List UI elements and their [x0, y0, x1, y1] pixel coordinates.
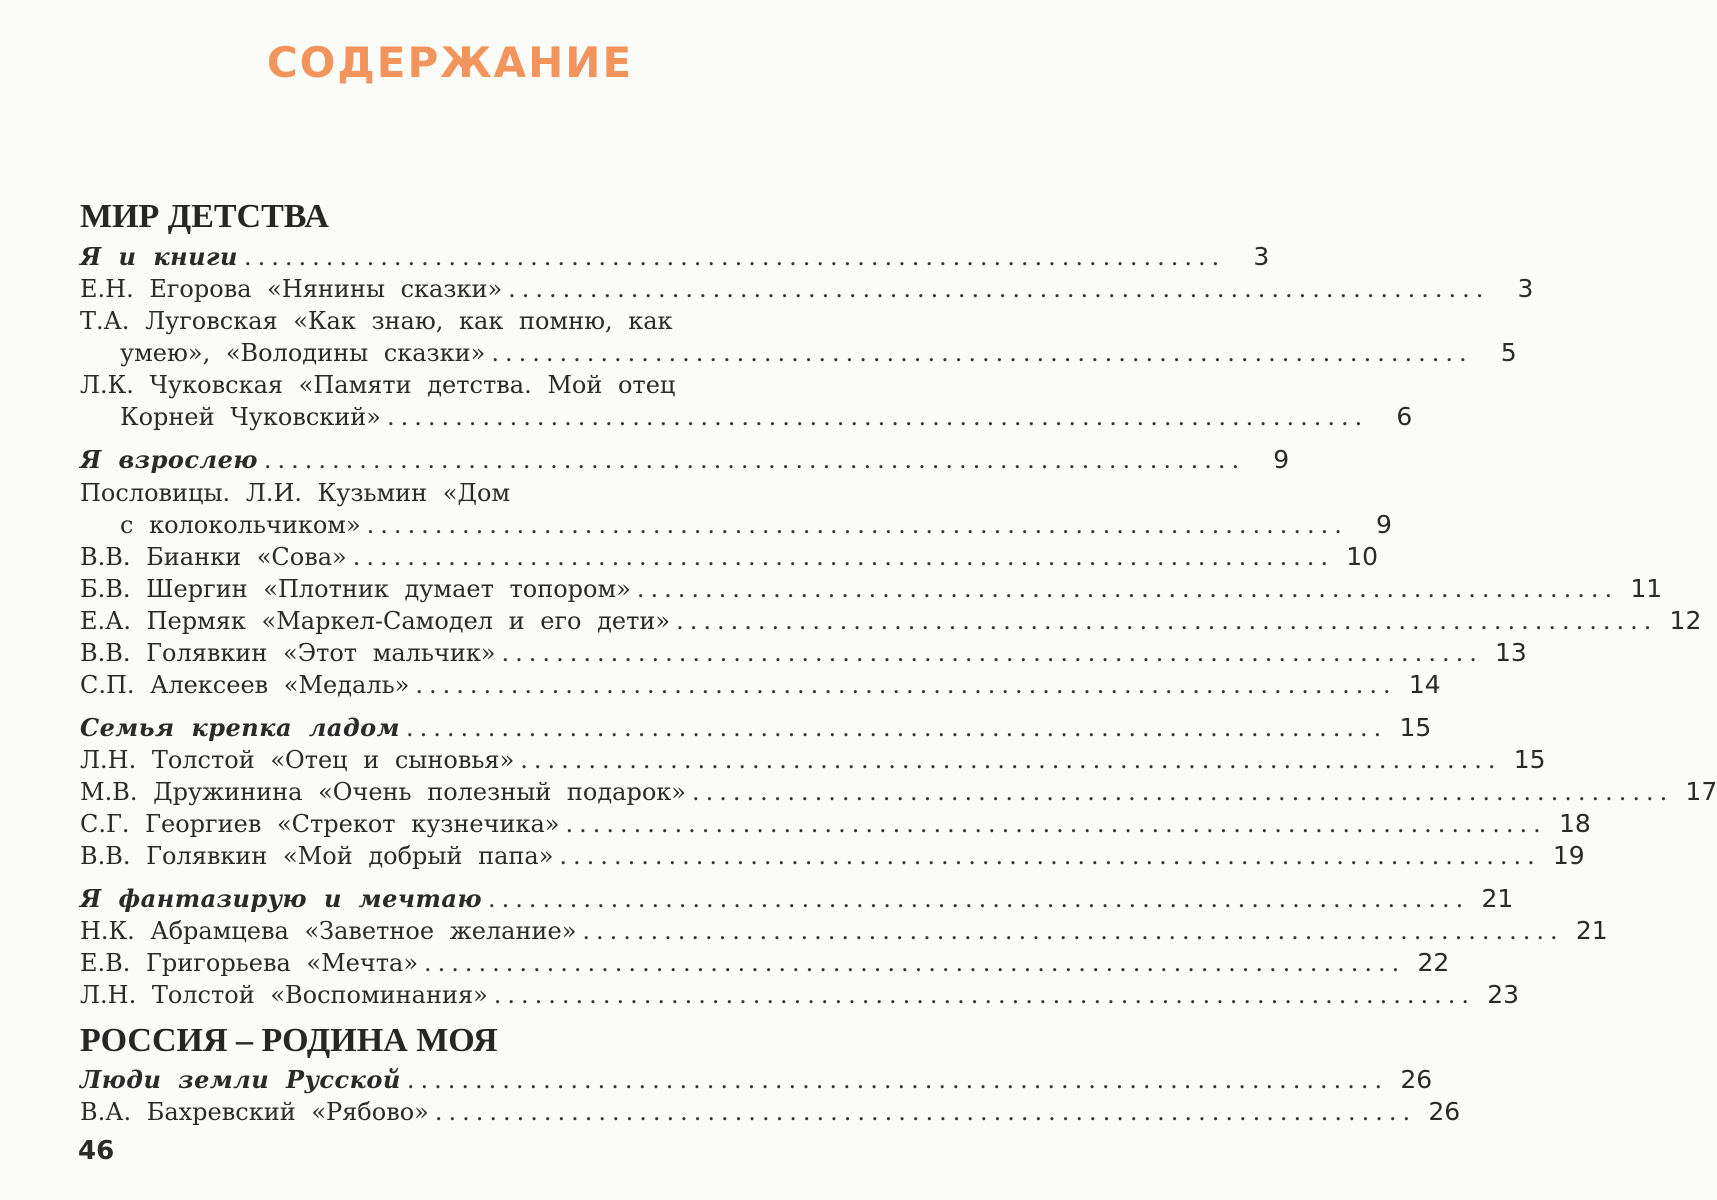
dot-leader: ........................................................................ — [491, 339, 1473, 367]
toc-entry[interactable] — [80, 1096, 1461, 1128]
toc-entry-text: Л.Н. Толстой «Отец и сыновья» — [80, 746, 515, 774]
toc-entry-text: Л.Н. Толстой «Воспоминания» — [80, 981, 488, 1009]
toc-entry[interactable] — [80, 305, 850, 337]
toc-section[interactable] — [80, 444, 1290, 476]
page-number: 46 — [78, 1136, 115, 1166]
toc-entry-text: С.П. Алексеев «Медаль» — [80, 671, 410, 699]
toc-page-number: 13 — [1495, 638, 1527, 667]
toc-entry[interactable] — [80, 808, 1591, 840]
toc-entry-text: Я фантазирую и мечтаю — [80, 884, 482, 913]
toc-page-number: 14 — [1408, 670, 1441, 699]
dot-leader: ........................................................................ — [582, 917, 1564, 945]
toc-entry[interactable] — [80, 840, 1585, 872]
toc-entry[interactable] — [80, 744, 1546, 776]
dot-leader: ........................................................................ — [493, 981, 1476, 1009]
dot-leader: ........................................................................ — [415, 671, 1397, 699]
toc-entry[interactable] — [80, 669, 1441, 701]
dot-leader: ........................................................................ — [263, 446, 1246, 474]
dot-leader: ........................................................................ — [559, 842, 1541, 870]
toc-page-number: 3 — [1253, 242, 1270, 271]
toc-entry[interactable] — [80, 637, 1527, 669]
toc-page-number: 10 — [1346, 542, 1379, 571]
toc-entry-continued[interactable] — [80, 401, 1413, 433]
part-heading: РОССИЯ – РОДИНА МОЯ — [80, 1022, 498, 1059]
toc-section[interactable] — [80, 1064, 1433, 1096]
toc-entry-text: Е.Н. Егорова «Нянины сказки» — [80, 275, 503, 303]
dot-leader: ........................................................................ — [565, 810, 1547, 838]
toc-page-number: 22 — [1417, 948, 1450, 977]
toc-section[interactable] — [80, 883, 1514, 915]
toc-entry-continued[interactable] — [80, 509, 1392, 541]
dot-leader: ........................................................................ — [508, 275, 1490, 303]
toc-page-number: 21 — [1481, 884, 1514, 913]
toc-entry[interactable] — [80, 947, 1450, 979]
toc-page-number: 15 — [1513, 745, 1546, 774]
toc-entry-text: Пословицы. Л.И. Кузьмин «Дом — [80, 479, 511, 507]
dot-leader: ........................................................................ — [406, 1066, 1389, 1094]
dot-leader: ........................................................................ — [243, 243, 1226, 271]
toc-entry-text: Я и книги — [80, 242, 238, 271]
toc-entry-text: Люди земли Русской — [80, 1065, 401, 1094]
toc-entry-text: В.А. Бахревский «Рябово» — [80, 1098, 429, 1126]
toc-page-number: 6 — [1396, 402, 1413, 431]
dot-leader: ........................................................................ — [520, 746, 1502, 774]
dot-leader: ........................................................................ — [424, 949, 1406, 977]
toc-page-number: 15 — [1399, 713, 1432, 742]
toc-entry-text: Корней Чуковский» — [120, 403, 381, 431]
toc-entry-text: Б.В. Шергин «Плотник думает топором» — [80, 575, 631, 603]
part-heading: МИР ДЕТСТВА — [80, 198, 329, 235]
toc-entry-text: Н.К. Абрамцева «Заветное желание» — [80, 917, 577, 945]
toc-page-number: 9 — [1273, 445, 1290, 474]
toc-entry-text: В.В. Голявкин «Этот мальчик» — [80, 639, 496, 667]
toc-entry[interactable] — [80, 605, 1702, 637]
page-title: СОДЕРЖАНИЕ — [266, 38, 634, 87]
toc-section[interactable] — [80, 241, 1270, 273]
toc-entry-text: Т.А. Луговская «Как знаю, как помню, как — [80, 307, 673, 335]
toc-page-number: 5 — [1500, 338, 1517, 367]
toc-entry-text: Л.К. Чуковская «Памяти детства. Мой отец — [80, 371, 676, 399]
toc-page-number: 19 — [1552, 841, 1585, 870]
toc-page-number: 17 — [1685, 777, 1717, 806]
toc-page-number: 12 — [1669, 606, 1702, 635]
dot-leader: ........................................................................ — [352, 543, 1335, 571]
toc-entry-text: Е.В. Григорьева «Мечта» — [80, 949, 418, 977]
toc-entry[interactable] — [80, 273, 1534, 305]
dot-leader: ........................................................................ — [366, 511, 1348, 539]
toc-entry-text: Семья крепка ладом — [80, 713, 400, 742]
dot-leader: ........................................................................ — [487, 885, 1470, 913]
toc-page-number: 18 — [1558, 809, 1591, 838]
toc-page-number: 3 — [1517, 274, 1534, 303]
toc-entry-text: Я взрослею — [80, 445, 258, 474]
toc-entry[interactable] — [80, 369, 850, 401]
toc-entry-text: В.В. Голявкин «Мой добрый папа» — [80, 842, 554, 870]
toc-entry[interactable] — [80, 915, 1608, 947]
toc-section[interactable] — [80, 712, 1432, 744]
dot-leader: ........................................................................ — [386, 403, 1369, 431]
toc-entry[interactable] — [80, 979, 1520, 1011]
toc-entry-text: С.Г. Георгиев «Стрекот кузнечика» — [80, 810, 560, 838]
toc-page-number: 26 — [1428, 1097, 1461, 1126]
toc-entry[interactable] — [80, 477, 850, 509]
dot-leader: ........................................................................ — [636, 575, 1619, 603]
toc-entry[interactable] — [80, 573, 1663, 605]
dot-leader: ........................................................................ — [691, 778, 1674, 806]
toc-entry[interactable] — [80, 776, 1717, 808]
toc-entry-text: Е.А. Пермяк «Маркел-Самодел и его дети» — [80, 607, 671, 635]
toc-entry-text: М.В. Дружинина «Очень полезный подарок» — [80, 778, 686, 806]
dot-leader: ........................................................................ — [434, 1098, 1417, 1126]
dot-leader: ........................................................................ — [676, 607, 1658, 635]
toc-entry-text: с колокольчиком» — [120, 511, 361, 539]
dot-leader: ........................................................................ — [501, 639, 1483, 667]
toc-page-number: 23 — [1487, 980, 1520, 1009]
dot-leader: ........................................................................ — [406, 714, 1388, 742]
toc-entry-text: умею», «Володины сказки» — [120, 339, 486, 367]
toc-entry[interactable] — [80, 541, 1379, 573]
toc-page-number: 21 — [1575, 916, 1608, 945]
toc-page-number: 11 — [1630, 574, 1663, 603]
toc-page-number: 26 — [1400, 1065, 1433, 1094]
toc-page-number: 9 — [1376, 510, 1392, 539]
toc-entry-text: В.В. Бианки «Сова» — [80, 543, 347, 571]
toc-entry-continued[interactable] — [80, 337, 1517, 369]
